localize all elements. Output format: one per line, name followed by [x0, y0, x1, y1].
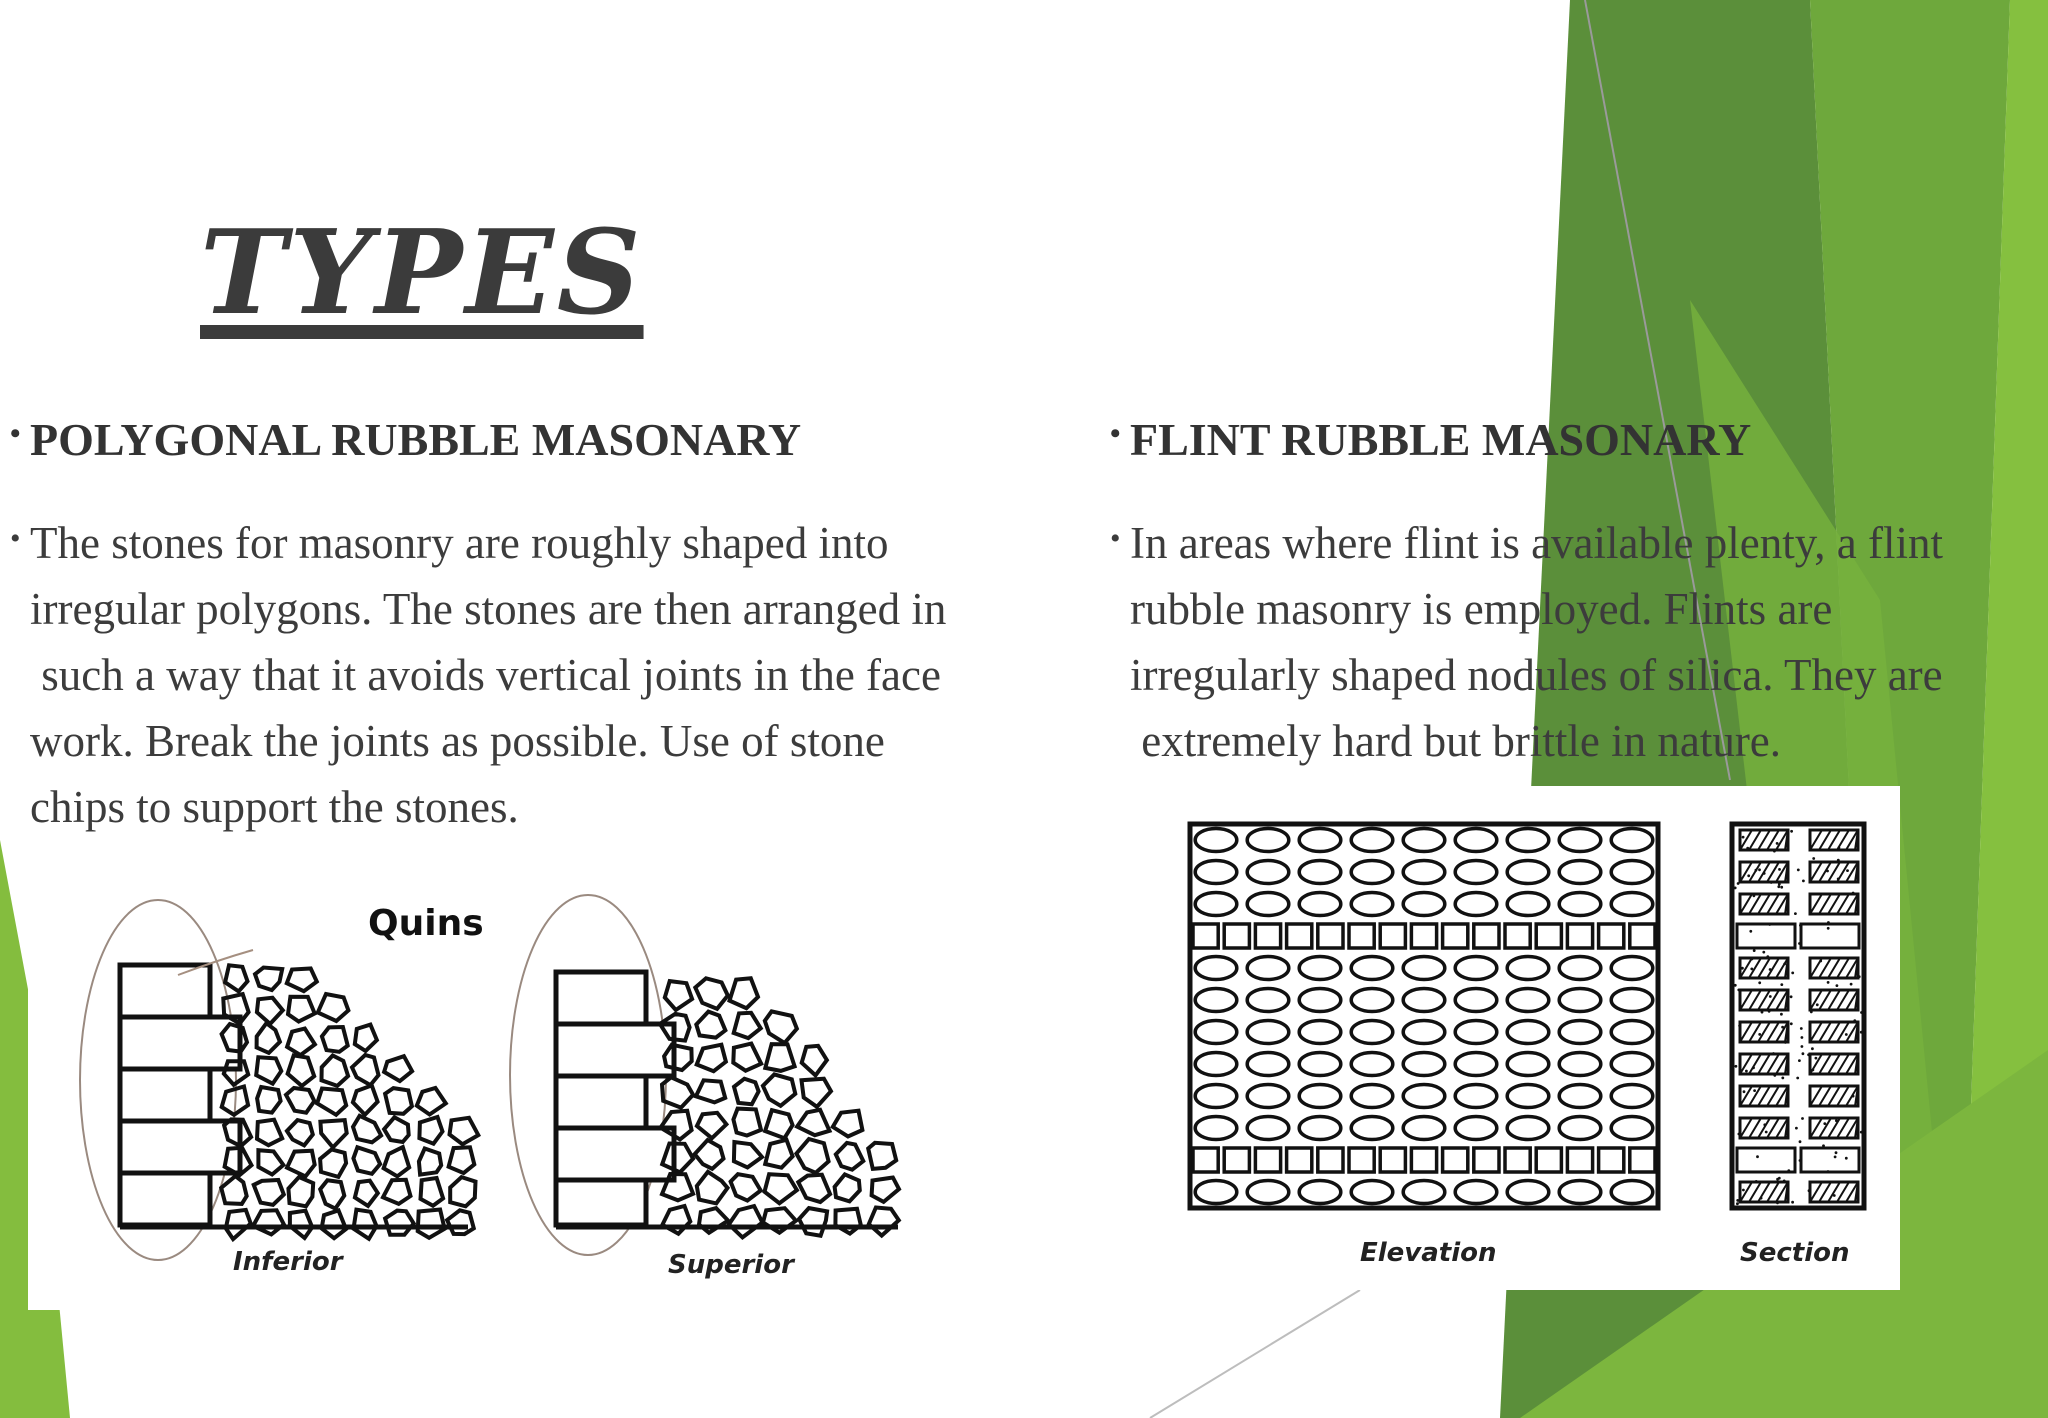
mortar-dot	[1837, 859, 1840, 862]
mortar-dot	[1802, 880, 1805, 883]
polygon-stone	[765, 1140, 792, 1168]
flint-rubble-figure	[1160, 786, 1900, 1290]
mortar-dot	[1778, 1177, 1781, 1180]
polygon-stone	[257, 998, 283, 1024]
polygon-stone	[255, 968, 282, 991]
mortar-dot	[1753, 1089, 1756, 1092]
mortar-dot	[1737, 882, 1740, 885]
polygon-stone	[734, 1079, 759, 1105]
mortar-dot	[1812, 857, 1815, 860]
polygon-stone	[322, 1210, 346, 1238]
polygon-stone	[419, 1149, 441, 1175]
right-column	[1110, 412, 2040, 774]
mortar-dot	[1763, 872, 1766, 875]
mortar-dot	[1838, 846, 1841, 849]
mortar-dot	[1736, 1199, 1739, 1202]
left-heading	[10, 412, 1060, 468]
left-body	[10, 510, 1060, 840]
mortar-dot	[1833, 1194, 1836, 1197]
mortar-dot	[1747, 874, 1750, 877]
polygon-stone	[253, 1210, 284, 1234]
right-body	[1110, 510, 2040, 774]
mortar-dot	[1750, 968, 1753, 971]
polygon-stone	[419, 1117, 442, 1144]
mortar-dot	[1765, 1131, 1768, 1134]
polygon-stone	[256, 1057, 281, 1084]
mortar-dot	[1853, 1019, 1856, 1022]
mortar-dot	[1780, 886, 1783, 889]
polygon-stone	[696, 1080, 725, 1102]
polygon-stone	[662, 1206, 690, 1234]
mortar-dot	[1827, 921, 1830, 924]
mortar-dot	[1798, 942, 1801, 945]
mortar-dot	[1751, 958, 1754, 961]
mortar-dot	[1852, 1095, 1855, 1098]
polygon-stone	[796, 1139, 828, 1173]
polygon-stone	[665, 981, 692, 1010]
mortar-dot	[1734, 984, 1737, 987]
polygon-stone	[695, 1140, 724, 1169]
polygon-stone	[288, 1055, 315, 1086]
mortar-dot	[1794, 912, 1797, 915]
mortar-dot	[1796, 1077, 1799, 1080]
mortar-dot	[1799, 1159, 1802, 1162]
polygon-stone	[729, 1206, 763, 1237]
mortar-dot	[1738, 1133, 1741, 1136]
left-body-line: The stones for masonry are roughly shaped into	[30, 518, 889, 568]
polygon-stone	[802, 1079, 832, 1107]
mortar-dot	[1741, 967, 1744, 970]
polygon-stone	[353, 1147, 380, 1174]
polygon-stone	[765, 1011, 797, 1043]
mortar-dot	[1746, 847, 1749, 850]
left-body-line: work. Break the joints as possible. Use of stone	[30, 716, 885, 766]
polygon-stone	[450, 1177, 475, 1206]
mortar-dot	[1738, 1024, 1741, 1027]
mortar-dot	[1756, 1155, 1759, 1158]
mortar-dot	[1768, 923, 1771, 926]
bullet-icon: •	[1110, 417, 1121, 450]
polygon-stone	[835, 1174, 860, 1201]
mortar-dot	[1783, 1180, 1786, 1183]
mortar-dot	[1781, 1077, 1784, 1080]
left-body-line: irregular polygons. The stones are then arranged in	[30, 584, 947, 634]
mortar-dot	[1773, 1074, 1776, 1077]
polygon-stone	[733, 1044, 761, 1071]
mortar-dot	[1745, 1070, 1748, 1073]
mortar-dot	[1850, 983, 1853, 986]
polygon-stone	[384, 1117, 409, 1142]
polygon-stone	[320, 1180, 344, 1208]
mortar-dot	[1742, 836, 1745, 839]
polygon-stone	[355, 1181, 378, 1206]
right-body-line: rubble masonry is employed. Flints are	[1130, 584, 1833, 634]
mortar-dot	[1755, 1180, 1758, 1183]
polygon-stone	[697, 1045, 726, 1072]
mortar-dot	[1827, 927, 1830, 930]
mortar-dot	[1778, 883, 1781, 886]
polygon-stone	[254, 1180, 284, 1205]
polygon-stone	[288, 997, 315, 1022]
mortar-dot	[1769, 995, 1772, 998]
mortar-dot	[1816, 1003, 1819, 1006]
polygon-stone	[286, 1088, 314, 1113]
mortar-dot	[1790, 995, 1793, 998]
mortar-dot	[1742, 1189, 1745, 1192]
mortar-dot	[1811, 1047, 1814, 1050]
mortar-dot	[1827, 1170, 1830, 1173]
mortar-dot	[1755, 869, 1758, 872]
mortar-dot	[1780, 983, 1783, 986]
mortar-dot	[1785, 1136, 1788, 1139]
page-title: TYPES	[200, 205, 644, 341]
polygon-stone	[320, 1150, 346, 1177]
mortar-dot	[1758, 981, 1761, 984]
polygon-stone	[352, 1055, 379, 1085]
mortar-dot	[1852, 892, 1855, 895]
polygon-stone	[868, 1143, 896, 1169]
polygon-stone	[290, 1211, 312, 1238]
mortar-dot	[1797, 869, 1800, 872]
polygon-stone	[417, 1088, 446, 1115]
polygon-stone	[765, 1044, 794, 1071]
mortar-dot	[1799, 1140, 1802, 1143]
flint-rubble-drawing	[1160, 786, 1900, 1290]
mortar-dot	[1845, 1033, 1848, 1036]
polygon-stone	[385, 1211, 414, 1235]
mortar-dot	[1758, 868, 1761, 871]
right-body-line: In areas where flint is available plenty, a flint	[1130, 518, 1944, 568]
mortar-dot	[1734, 887, 1737, 890]
left-body-line: chips to support the stones.	[30, 782, 519, 832]
mortar-dot	[1827, 981, 1830, 984]
polygon-stone	[797, 1110, 829, 1135]
mortar-dot	[1761, 1011, 1764, 1014]
polygon-stone	[836, 1143, 864, 1170]
mortar-dot	[1860, 1131, 1863, 1134]
polygon-stone	[421, 1178, 444, 1206]
polygon-stone	[257, 1023, 280, 1053]
caption-inferior: Inferior	[233, 1247, 343, 1277]
polygon-stone	[447, 1210, 474, 1234]
mortar-dot	[1766, 955, 1769, 958]
polygon-stone	[287, 1029, 315, 1056]
label-quins: Quins	[368, 903, 484, 944]
mortar-dot	[1835, 1119, 1838, 1122]
mortar-dot	[1758, 1033, 1761, 1036]
polygon-stone	[383, 1180, 411, 1204]
mortar-dot	[1807, 1053, 1810, 1056]
mortar-dot	[1762, 951, 1765, 954]
polygon-stone	[354, 1210, 377, 1239]
caption-section: Section	[1740, 1238, 1850, 1268]
polygon-stone	[733, 1109, 761, 1136]
polygon-stone	[418, 1210, 445, 1238]
mortar-dot	[1801, 1045, 1804, 1048]
polygon-stone	[449, 1147, 475, 1173]
polygon-stone	[872, 1178, 899, 1202]
mortar-dot	[1780, 1013, 1783, 1016]
mortar-dot	[1860, 1011, 1863, 1014]
mortar-dot	[1736, 1202, 1739, 1205]
polygon-stone	[763, 1074, 795, 1105]
polygon-stone	[221, 1176, 247, 1204]
mortar-dot	[1735, 1065, 1738, 1068]
mortar-dot	[1795, 1127, 1798, 1130]
mortar-dot	[1776, 842, 1779, 845]
mortar-dot	[1802, 1052, 1805, 1055]
mortar-dot	[1846, 869, 1849, 872]
right-heading-text: FLINT RUBBLE MASONARY	[1130, 414, 1752, 465]
polygon-stone	[450, 1118, 479, 1144]
polygon-stone	[320, 1120, 346, 1147]
mortar-dot	[1786, 871, 1789, 874]
polygon-stone	[385, 1088, 412, 1114]
bullet-icon: •	[10, 417, 21, 450]
mortar-dot	[1799, 924, 1802, 927]
mortar-dot	[1837, 878, 1840, 881]
polygon-stone	[287, 1120, 313, 1145]
right-heading	[1110, 412, 2040, 468]
polygon-stone	[384, 1147, 410, 1176]
mortar-dot	[1826, 870, 1829, 873]
polygon-stone	[734, 1013, 761, 1038]
mortar-dot	[1752, 1066, 1755, 1069]
polygon-stone	[869, 1208, 899, 1236]
mortar-dot	[1760, 1197, 1763, 1200]
caption-elevation: Elevation	[1360, 1238, 1497, 1268]
polygon-stone	[835, 1209, 860, 1234]
polygon-stone	[287, 1151, 315, 1177]
mortar-dot	[1737, 989, 1740, 992]
mortar-dot	[1798, 1059, 1801, 1062]
mortar-dot	[1781, 1026, 1784, 1029]
polygon-stone	[225, 965, 247, 991]
mortar-dot	[1749, 930, 1752, 933]
polygon-stone	[322, 1027, 348, 1052]
mortar-dot	[1791, 972, 1794, 975]
polygonal-rubble-figure	[28, 880, 948, 1310]
caption-superior: Superior	[668, 1250, 794, 1280]
mortar-dot	[1790, 1022, 1793, 1025]
polygon-stone	[257, 1087, 281, 1113]
polygon-stone	[353, 1085, 378, 1114]
polygon-stone	[317, 1089, 346, 1115]
bullet-icon: •	[10, 522, 21, 555]
polygon-stone	[802, 1046, 827, 1076]
mortar-dot	[1858, 975, 1861, 978]
mortar-dot	[1768, 1010, 1771, 1013]
mortar-dot	[1860, 1031, 1863, 1034]
mortar-dot	[1812, 1069, 1815, 1072]
polygon-stone	[833, 1111, 863, 1137]
polygon-stone	[288, 1177, 313, 1206]
mortar-dot	[1819, 960, 1822, 963]
mortar-dot	[1753, 894, 1756, 897]
mortar-dot	[1784, 1041, 1787, 1044]
mortar-dot	[1787, 1169, 1790, 1172]
polygon-stone	[258, 1150, 283, 1174]
polygon-stone	[384, 1056, 412, 1081]
mortar-dot	[1810, 1011, 1813, 1014]
mortar-dot	[1790, 830, 1793, 833]
right-body-line: extremely hard but brittle in nature.	[1130, 716, 1782, 766]
left-column	[10, 412, 1060, 840]
mortar-dot	[1783, 963, 1786, 966]
polygon-stone	[799, 1208, 827, 1236]
polygon-stone	[322, 1056, 349, 1086]
polygon-stone	[697, 1172, 728, 1204]
mortar-dot	[1809, 1118, 1812, 1121]
polygon-stone	[696, 1012, 725, 1038]
polygon-stone	[765, 1110, 793, 1138]
mortar-dot	[1778, 868, 1781, 871]
mortar-dot	[1834, 1156, 1837, 1159]
polygon-stone	[287, 969, 317, 992]
mortar-dot	[1823, 1122, 1826, 1125]
mortar-dot	[1815, 1057, 1818, 1060]
polygon-stone	[697, 1113, 727, 1138]
mortar-dot	[1801, 1117, 1804, 1120]
polygon-stone	[734, 1142, 762, 1167]
mortar-dot	[1773, 850, 1776, 853]
right-body-line: irregularly shaped nodules of silica. They are	[1130, 650, 1943, 700]
mortar-dot	[1845, 1157, 1848, 1160]
left-body-line: such a way that it avoids vertical joints in the face	[30, 650, 941, 700]
mortar-dot	[1835, 1151, 1838, 1154]
mortar-dot	[1772, 1052, 1775, 1055]
polygon-stone	[662, 1077, 693, 1107]
mortar-dot	[1777, 885, 1780, 888]
polygon-stone	[318, 994, 349, 1021]
polygon-stone	[355, 1025, 377, 1051]
polygon-stone	[695, 978, 728, 1009]
mortar-dot	[1753, 949, 1756, 952]
mortar-dot	[1776, 1202, 1779, 1205]
mortar-dot	[1791, 1201, 1794, 1204]
polygon-stone	[662, 1174, 693, 1200]
polygon-stone	[730, 978, 759, 1008]
polygon-stone	[257, 1120, 282, 1146]
mortar-dot	[1822, 1144, 1825, 1147]
mortar-dot	[1769, 968, 1772, 971]
polygonal-rubble-drawing	[28, 880, 948, 1310]
mortar-dot	[1770, 881, 1773, 884]
left-heading-text: POLYGONAL RUBBLE MASONARY	[30, 414, 802, 465]
polygon-stone	[765, 1174, 797, 1203]
polygon-stone	[798, 1175, 830, 1202]
mortar-dot	[1808, 1189, 1811, 1192]
mortar-dot	[1801, 1036, 1804, 1039]
mortar-dot	[1743, 1090, 1746, 1093]
mortar-dot	[1763, 1123, 1766, 1126]
bullet-icon: •	[1110, 522, 1121, 555]
mortar-dot	[1800, 1027, 1803, 1030]
polygon-stone	[353, 1116, 381, 1143]
mortar-dot	[1831, 1072, 1834, 1075]
mortar-dot	[1836, 984, 1839, 987]
polygon-stone	[731, 1174, 761, 1200]
